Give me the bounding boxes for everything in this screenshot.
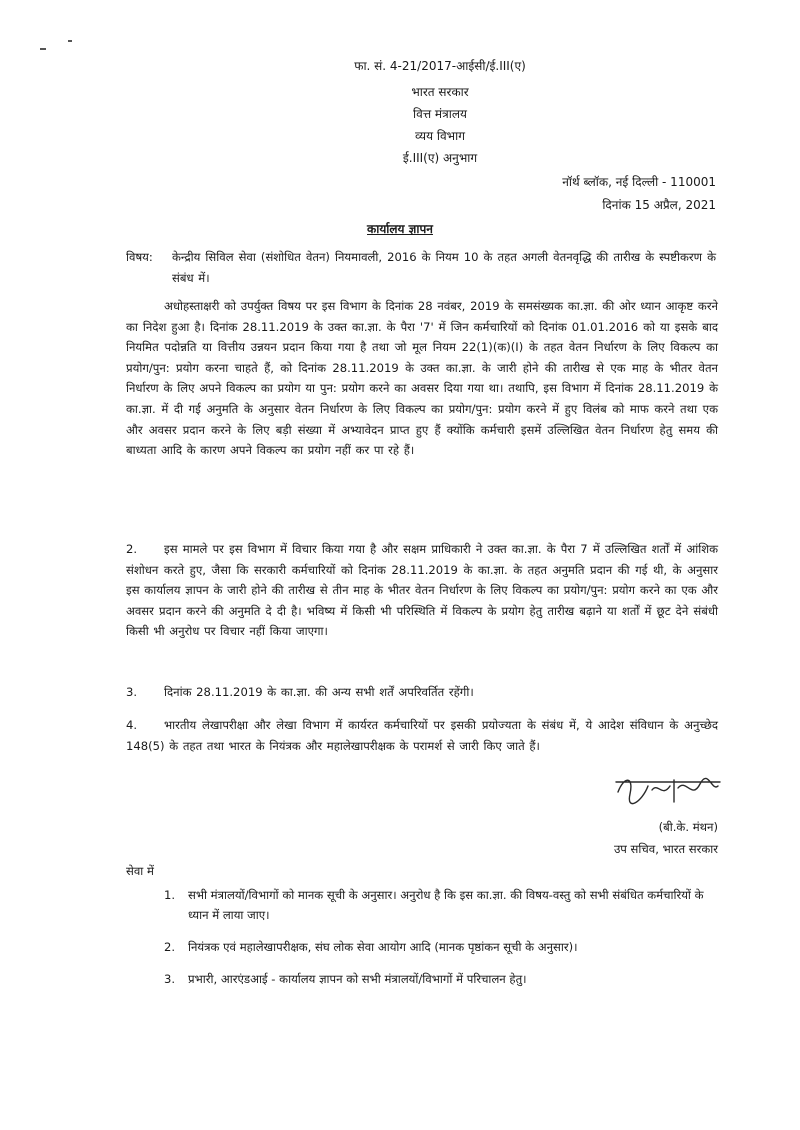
paragraph-4-number: 4. <box>126 718 138 732</box>
distribution-item-2-number: 2. <box>164 940 176 954</box>
department-name: व्यय विभाग <box>415 129 465 143</box>
paragraph-2: इस मामले पर इस विभाग में विचार किया गया है और सक्षम प्राधिकारी ने उक्त का.ज्ञा. के पैरा 7 में उल्लिखित शर्तों में आंशिक संशोधन करते हुए, जैसा कि सरकारी कर्मचारियों को दिनांक 28.11.2019 के का.ज्ञा. के तहत अनुमति प्रदान की गई थी, के अनुसार इस कार्यालय ज्ञापन के जारी होने की तारीख से तीन माह के भीतर वेतन निर्धारण के लिए विकल्प का प्रयोग/पुन: प्रयोग करने का एक और अवसर प्रदान करने की अनुमति दे दी है। भविष्य में किसी भी परिस्थिति में विकल्प के प्रयोग हेतु तारीख बढ़ाने या शर्तों में छूट देने संबंधी किसी भी अनुरोध पर विचार नहीं किया जाएगा। <box>126 542 718 639</box>
file-number: फा. सं. 4-21/2017-आईसी/ई.III(ए) <box>354 59 526 73</box>
distribution-item-1: सभी मंत्रालयों/विभागों को मानक सूची के अनुसार। अनुरोध है कि इस का.ज्ञा. की विषय-वस्तु को सभी संबंधित कर्मचारियों के ध्यान में लाया जाए। <box>188 888 704 922</box>
subject-label: विषय: <box>126 250 153 264</box>
distribution-item-3-number: 3. <box>164 972 176 986</box>
distribution-item-2: नियंत्रक एवं महालेखापरीक्षक, संघ लोक सेवा आयोग आदि (मानक पृष्ठांकन सूची के अनुसार)। <box>188 940 578 954</box>
document-date: दिनांक 15 अप्रैल, 2021 <box>602 198 716 212</box>
paragraph-3-number: 3. <box>126 685 138 699</box>
scan-mark <box>40 48 46 50</box>
office-address: नॉर्थ ब्लॉक, नई दिल्ली - 110001 <box>562 175 716 189</box>
section-name: ई.III(ए) अनुभाग <box>402 151 478 165</box>
handwritten-signature <box>612 772 724 812</box>
paragraph-4: भारतीय लेखापरीक्षा और लेखा विभाग में कार्यरत कर्मचारियों पर इसकी प्रयोज्यता के संबंध में, ये आदेश संविधान के अनुच्छेद 148(5) के तहत तथा भारत के नियंत्रक और महालेखापरीक्षक के परामर्श से जारी किए जाते हैं। <box>126 718 718 753</box>
distribution-item-3: प्रभारी, आरएंडआई - कार्यालय ज्ञापन को सभी मंत्रालयों/विभागों में परिचालन हेतु। <box>188 972 527 986</box>
distribution-item-1-number: 1. <box>164 888 176 902</box>
document-title: कार्यालय ज्ञापन <box>367 222 433 236</box>
paragraph-3: दिनांक 28.11.2019 के का.ज्ञा. की अन्य सभी शर्तें अपरिवर्तित रहेंगी। <box>164 685 474 699</box>
paragraph-1: अधोहस्ताक्षरी को उपर्युक्त विषय पर इस विभाग के दिनांक 28 नवंबर, 2019 के समसंख्यक का.ज्ञा. की ओर ध्यान आकृष्ट करने का निदेश हुआ है। दिनांक 28.11.2019 के उक्त का.ज्ञा. के पैरा '7' में जिन कर्मचारियों को दिनांक 01.01.2016 को या इसके बाद नियमित पदोन्नति या वित्तीय उन्नयन प्रदान किया गया है तथा जो मूल नियम 22(1)(क)(I) के तहत वेतन निर्धारण के लिए विकल्प का प्रयोग/पुन: प्रयोग करना चाहते हैं, को दिनांक 28.11.2019 के उक्त का.ज्ञा. के जारी होने की तारीख से एक माह के भीतर वेतन निर्धारण के लिए अपने विकल्प का प्रयोग या पुन: प्रयोग करने का अवसर दिया गया था। तथापि, इस विभाग में दिनांक 28.11.2019 के का.ज्ञा. में दी गई अनुमति के अनुसार वेतन निर्धारण के लिए विकल्प का प्रयोग/पुन: प्रयोग करने में हुए विलंब को माफ करने तथा एक और अवसर प्रदान करने के लिए बड़ी संख्या में अभ्यावेदन प्राप्त हुए हैं क्योंकि कर्मचारी इसमें उल्लिखित वेतन निर्धारण हेतु समय की बाध्यता आदि के कारण अपने विकल्प का प्रयोग नहीं कर पा रहे हैं। <box>126 299 718 458</box>
signatory-designation: उप सचिव, भारत सरकार <box>613 842 718 856</box>
govt-name: भारत सरकार <box>411 85 469 99</box>
signatory-name: (बी.के. मंथन) <box>658 820 718 834</box>
scan-mark <box>68 40 72 42</box>
distribution-label: सेवा में <box>126 864 154 878</box>
subject-text: केन्द्रीय सिविल सेवा (संशोधित वेतन) नियमावली, 2016 के नियम 10 के तहत अगली वेतनवृद्धि की तारीख के स्पष्टीकरण के संबंध में। <box>172 250 716 285</box>
ministry-name: वित्त मंत्रालय <box>413 107 467 121</box>
paragraph-2-number: 2. <box>126 542 138 556</box>
